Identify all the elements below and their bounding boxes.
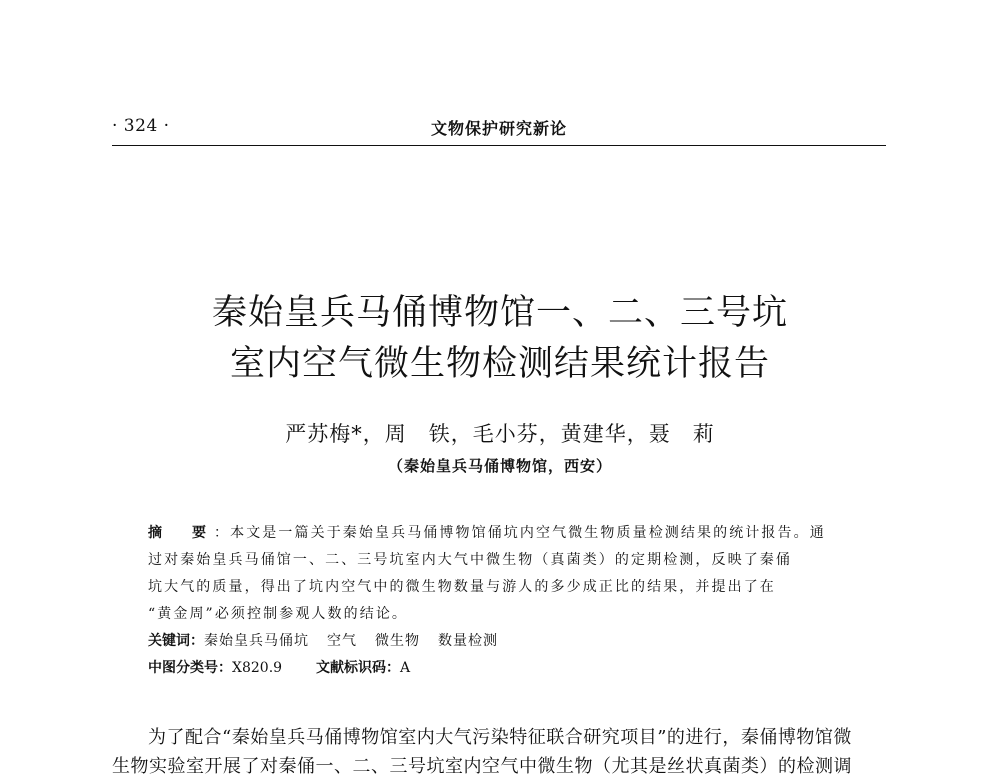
abstract-line: 过对秦始皇兵马俑馆一、二、三号坑室内大气中微生物（真菌类）的定期检测，反映了秦俑 xyxy=(148,552,792,568)
keyword: 秦始皇兵马俑坑 xyxy=(204,633,309,649)
abstract-text: ：本文是一篇关于秦始皇兵马俑博物馆俑坑内空气微生物质量检测结果的统计报告。通 xyxy=(214,525,826,541)
abstract-label: 摘 要 xyxy=(148,525,214,541)
journal-title: 文物保护研究新论 xyxy=(430,119,567,138)
abstract-line: “黄金周”必须控制参观人数的结论。 xyxy=(148,606,409,622)
keyword: 微生物 xyxy=(375,633,420,649)
doc-code-value: A xyxy=(400,660,411,676)
running-header xyxy=(112,114,886,144)
page-number: · 324 · xyxy=(112,116,170,136)
abstract-line: 坑大气的质量，得出了坑内空气中的微生物数量与游人的多少成正比的结果，并提出了在 xyxy=(148,579,776,595)
doc-code-label: 文献标识码： xyxy=(316,660,401,676)
body-paragraph-line xyxy=(112,722,892,753)
abstract-line xyxy=(148,522,826,542)
affiliation: （秦始皇兵马俑博物馆，西安） xyxy=(387,457,612,475)
body-text-line-1: 为了配合“秦始皇兵马俑博物馆室内大气污染特征联合研究项目”的进行，秦俑博物馆微 xyxy=(148,727,852,748)
keyword: 空气 xyxy=(327,633,357,649)
keyword: 数量检测 xyxy=(438,633,498,649)
authors: 严苏梅*，周 铁，毛小芬，黄建华，聂 莉 xyxy=(285,422,715,446)
keywords-line xyxy=(148,630,516,650)
header-rule xyxy=(112,145,886,146)
classification-line xyxy=(148,657,410,677)
clc-label: 中图分类号： xyxy=(148,660,232,676)
body-text-line-2: 生物实验室开展了对秦俑一、二、三号坑室内空气中微生物（尤其是丝状真菌类）的检测调 xyxy=(112,756,852,777)
keywords-label: 关键词： xyxy=(148,633,204,649)
article-title-line-2: 室内空气微生物检测结果统计报告 xyxy=(229,344,770,384)
article-title-line-1: 秦始皇兵马俑博物馆一、二、三号坑 xyxy=(211,293,788,333)
clc-value: X820.9 xyxy=(232,660,283,676)
